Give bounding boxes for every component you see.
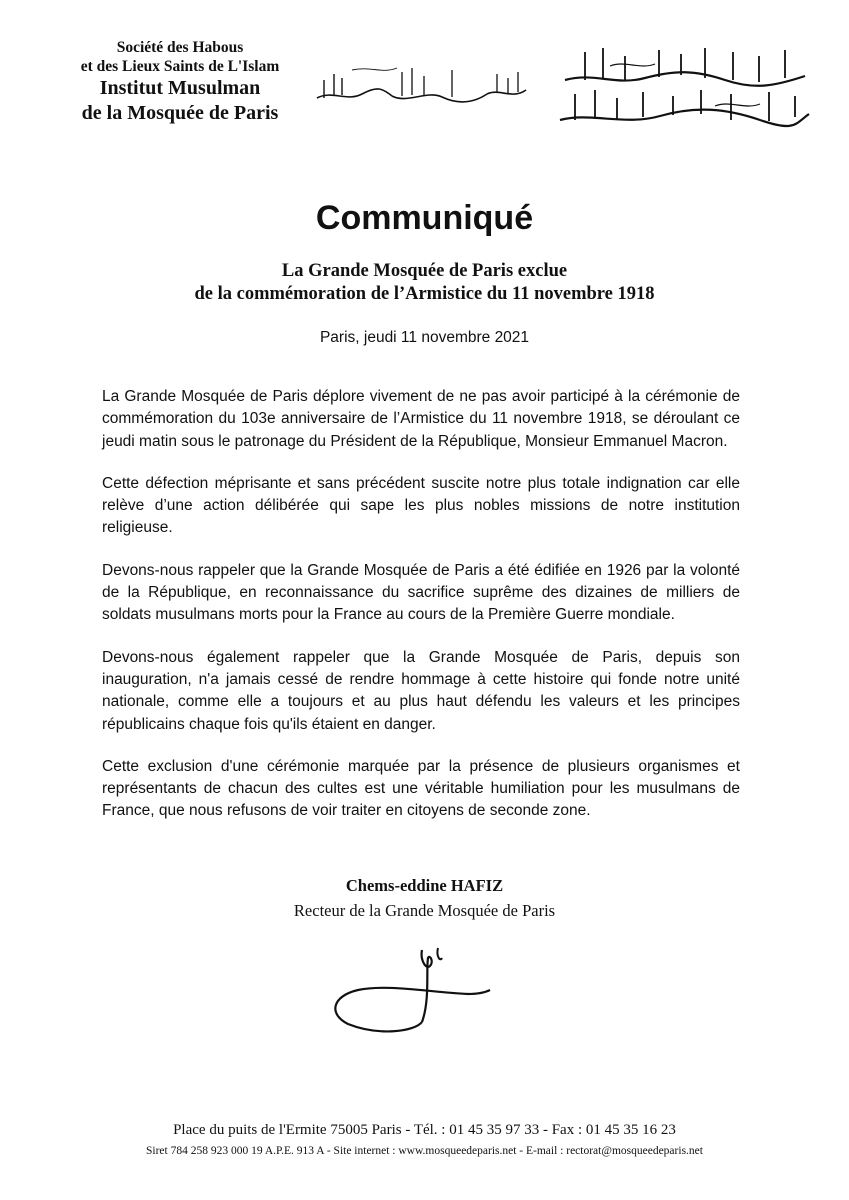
signature-block xyxy=(0,873,849,923)
subtitle-line-2: de la commémoration de l’Armistice du 11 novembre 1918 xyxy=(194,284,655,304)
arabic-letterhead-calligraphy xyxy=(555,42,813,132)
basmala-calligraphy xyxy=(312,60,532,110)
body-paragraph: Cette défection méprisante et sans précédent suscite notre plus totale indignation car elle relève d’une action délibérée qui sape les plus nobles missions de notre institution religieuse. xyxy=(102,474,740,537)
footer-contact-line: Place du puits de l'Ermite 75005 Paris - Tél. : 01 45 35 97 33 - Fax : 01 45 35 16 23 xyxy=(173,1122,676,1138)
subtitle-line-1: La Grande Mosquée de Paris exclue xyxy=(281,261,568,281)
letterhead-line-mosquee: de la Mosquée de Paris xyxy=(81,102,279,124)
letterhead-line-societe: Société des Habous xyxy=(116,39,244,56)
signer-name: Chems-eddine HAFIZ xyxy=(345,876,504,895)
signer-title: Recteur de la Grande Mosquée de Paris xyxy=(293,901,556,920)
handwritten-signature xyxy=(318,940,493,1040)
document-subtitle xyxy=(0,260,849,306)
body-paragraph: La Grande Mosquée de Paris déplore vivement de ne pas avoir participé à la cérémonie de commémoration du 103e anniversaire de l’Armistice du 11 novembre 1918, se déroulant ce jeudi matin sous le patronage du Président de la République, Monsieur Emmanuel Macron. xyxy=(102,388,740,450)
body-paragraph: Devons-nous rappeler que la Grande Mosquée de Paris a été édifiée en 1926 par la volonté de la République, en reconnaissance du sacrifice suprême des dizaines de milliers de soldats musulmans morts pour la France au cours de la Première Guerre mondiale. xyxy=(102,561,740,624)
letterhead-organization xyxy=(60,38,300,126)
letterhead-line-institut: Institut Musulman xyxy=(99,77,261,99)
dateline: Paris, jeudi 11 novembre 2021 xyxy=(319,329,530,346)
document-body xyxy=(102,386,740,843)
body-paragraph: Devons-nous également rappeler que la Grande Mosquée de Paris, depuis son inauguration, n'a jamais cessé de rendre hommage à cette histoire qui fonde notre unité nationale, comme elle a toujours et au plus haut défendu les valeurs et les principes républicains chaque fois qu'ils étaient en danger. xyxy=(102,648,740,733)
page-title: Communiqué xyxy=(315,199,534,237)
letterhead-line-lieux-saints: et des Lieux Saints de L'Islam xyxy=(80,58,280,75)
body-paragraph: Cette exclusion d'une cérémonie marquée par la présence de plusieurs organismes et représentants de chacun des cultes est une véritable humiliation pour les musulmans de France, que nous refusons de voir traiter en citoyens de seconde zone. xyxy=(102,757,740,820)
footer-registration-line: Siret 784 258 923 000 19 A.P.E. 913 A - Site internet : www.mosqueedeparis.net - E-mail : rectorat@mosqueedeparis.net xyxy=(146,1145,703,1157)
